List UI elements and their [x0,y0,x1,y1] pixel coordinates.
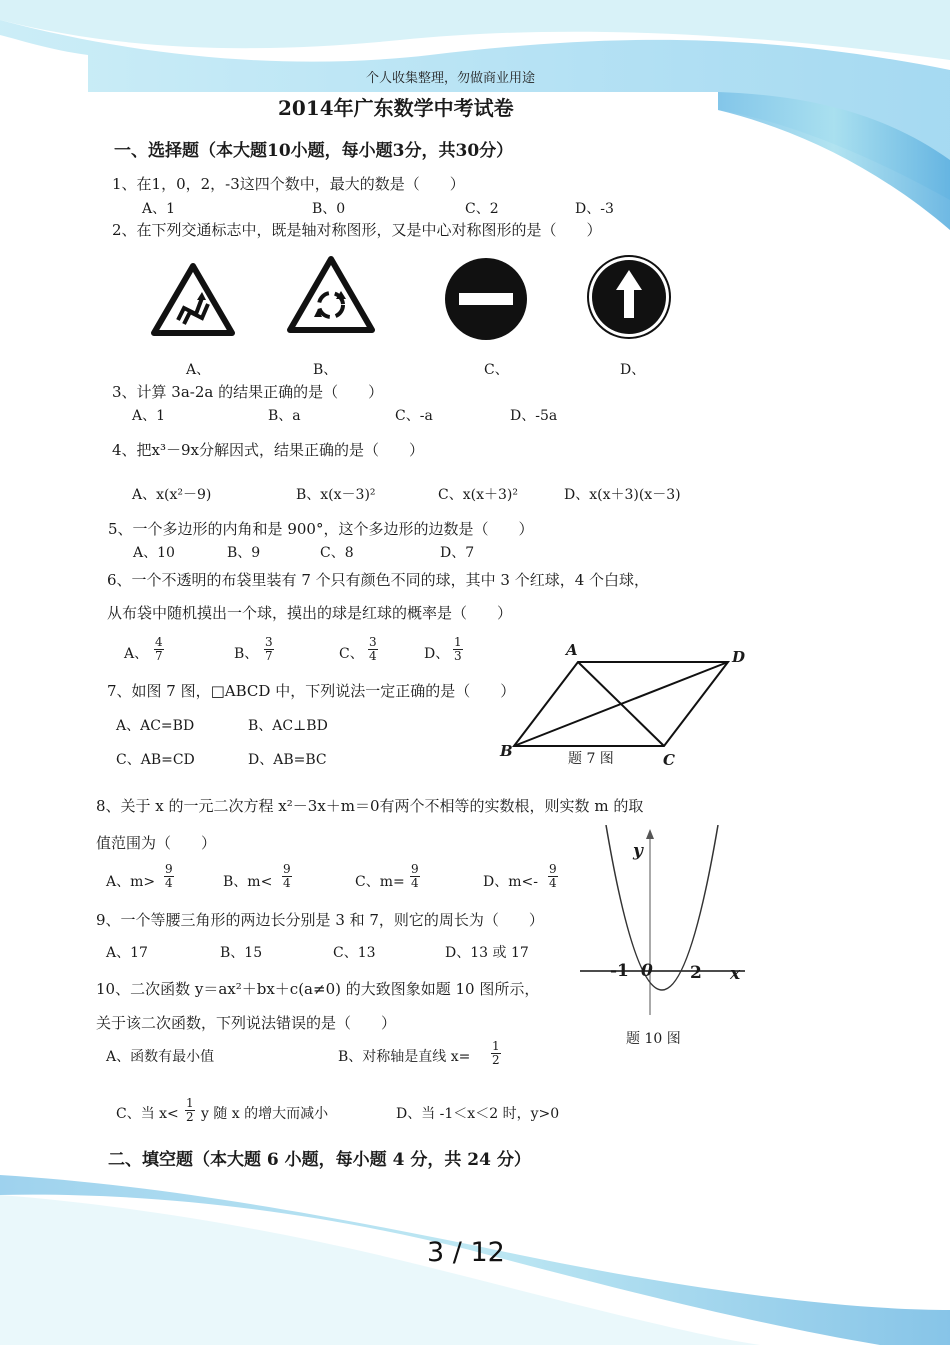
question-6-option-c-fraction: 3 4 [369,635,377,663]
question-6-option-b-fraction: 3 7 [265,635,273,663]
question-6-stem-line-1: 6、一个不透明的布袋里装有 7 个只有颜色不同的球，其中 3 个红球，4 个白球， [107,571,650,589]
question-8-stem-line-1: 8、关于 x 的一元二次方程 x²－3x＋m＝0有两个不相等的实数根，则实数 m 的取 [96,797,644,815]
question-10-option-d: D、当 -1＜x＜2 时，y>0 [396,1106,560,1122]
figure-10-caption: 题 10 图 [626,1031,681,1047]
question-10-option-b-fraction: 1 2 [492,1039,500,1067]
question-8-option-b-fraction: 9 4 [283,862,291,890]
question-3-stem: 3、计算 3a-2a 的结果正确的是（ ） [112,383,384,401]
question-10-option-c-prefix: C、当 x< [116,1106,179,1122]
question-4-stem: 4、把x³－9x分解因式，结果正确的是（ ） [112,441,425,459]
question-8-option-a: A、m> [106,874,156,890]
question-8-option-a-fraction: 9 4 [165,862,173,890]
question-7-option-c: C、AB=CD [116,752,195,768]
question-10-option-c-fraction: 1 2 [186,1096,194,1124]
parallelogram-vertex-a: A [566,641,578,659]
parallelogram-figure [498,640,753,775]
question-10-stem-line-2: 关于该二次函数，下列说法错误的是（ ） [96,1014,397,1032]
question-6-option-d: D、 [424,646,450,662]
question-8-stem-line-2: 值范围为（ ） [96,834,217,852]
question-6-option-a-fraction: 4 7 [155,635,163,663]
question-1-stem: 1、在1，0，2，-3这四个数中，最大的数是（ ） [112,175,465,193]
question-4-option-b: B、x(x－3)² [296,487,376,503]
question-2-option-b: B、 [313,362,338,378]
parallelogram-vertex-d: D [732,648,746,666]
question-10-option-c-suffix: y 随 x 的增大而减小 [201,1106,329,1122]
question-9-stem: 9、一个等腰三角形的两边长分别是 3 和 7，则它的周长为（ ） [96,911,544,929]
question-1-option-b: B、0 [312,201,346,217]
graph-axis-label-x: x [730,964,741,984]
question-8-option-c: C、m= [355,874,405,890]
question-8-option-b: B、m< [223,874,273,890]
page-title: 2014年广东数学中考试卷 [278,96,514,120]
question-2-stem: 2、在下列交通标志中，既是轴对称图形，又是中心对称图形的是（ ） [112,221,602,239]
page-number: 3 / 12 [427,1237,505,1268]
question-7-option-a: A、AC=BD [116,718,195,734]
question-3-option-d: D、-5a [510,408,558,424]
warning-sign-icon [150,262,236,337]
question-7-option-d: D、AB=BC [248,752,327,768]
roundabout-sign-icon [286,255,376,335]
question-9-option-c: C、13 [333,945,376,961]
question-5-option-a: A、10 [133,545,175,561]
question-5-option-c: C、8 [320,545,354,561]
question-10-stem-line-1: 10、二次函数 y＝ax²＋bx＋c(a≠0) 的大致图象如题 10 图所示， [96,980,540,998]
section-heading-choice: 一、选择题（本大题10小题，每小题3分，共30分） [114,141,514,161]
question-10-option-b: B、对称轴是直线 x= [338,1049,471,1065]
question-1-option-d: D、-3 [575,201,614,217]
question-1-option-c: C、2 [465,201,499,217]
question-8-option-d-fraction: 9 4 [549,862,557,890]
question-3-option-b: B、a [268,408,301,424]
question-10-option-a: A、函数有最小值 [106,1049,215,1065]
question-5-option-b: B、9 [227,545,261,561]
question-5-option-d: D、7 [440,545,475,561]
question-5-stem: 5、一个多边形的内角和是 900°，这个多边形的边数是（ ） [108,520,534,538]
question-6-option-b: B、 [234,646,259,662]
question-4-option-c: C、x(x＋3)² [438,487,518,503]
question-7-stem: 7、如图 7 图，□ABCD 中，下列说法一定正确的是（ ） [107,682,516,700]
question-1-option-a: A、1 [142,201,176,217]
question-2-option-d: D、 [620,362,646,378]
straight-ahead-sign-icon [586,254,672,340]
question-6-option-a: A、 [124,646,149,662]
question-2-option-c: C、 [484,362,509,378]
question-8-option-c-fraction: 9 4 [411,862,419,890]
figure-7-caption: 题 7 图 [568,751,614,767]
question-2-option-a: A、 [186,362,211,378]
graph-tick-2: 2 [690,963,702,983]
question-3-option-c: C、-a [395,408,433,424]
parallelogram-vertex-b: B [500,742,513,760]
question-3-option-a: A、1 [132,408,166,424]
watermark-text: 个人收集整理，勿做商业用途 [366,71,536,86]
section-heading-fill-blank: 二、填空题（本大题 6 小题，每小题 4 分，共 24 分） [108,1150,531,1170]
question-7-option-b: B、AC⊥BD [248,718,328,734]
question-4-option-d: D、x(x＋3)(x－3) [564,487,681,503]
question-6-option-d-fraction: 1 3 [454,635,462,663]
no-entry-sign-icon [443,256,529,342]
graph-origin-label: 0 [641,961,653,981]
graph-tick-neg1: -1 [610,961,629,981]
parabola-graph-figure [580,825,750,1025]
question-9-option-b: B、15 [220,945,263,961]
question-6-option-c: C、 [339,646,364,662]
parallelogram-vertex-c: C [663,751,675,769]
question-9-option-d: D、13 或 17 [445,945,529,961]
question-8-option-d: D、m<- [483,874,538,890]
question-9-option-a: A、17 [106,945,148,961]
graph-axis-label-y: y [633,841,643,861]
question-4-option-a: A、x(x²－9) [132,487,212,503]
question-6-stem-line-2: 从布袋中随机摸出一个球，摸出的球是红球的概率是（ ） [107,604,513,622]
